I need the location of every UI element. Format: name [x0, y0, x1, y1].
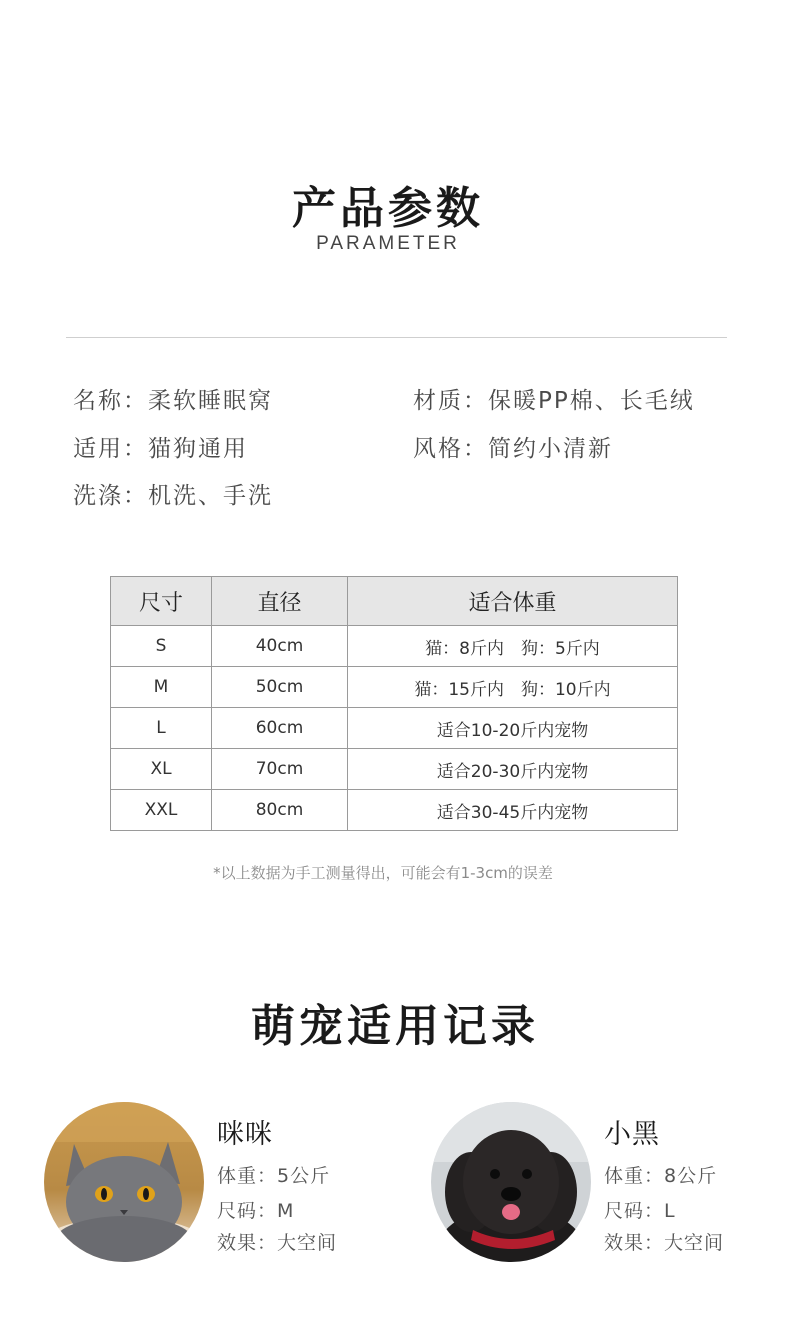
- pet-size: 尺码：M: [217, 1200, 295, 1222]
- table-row: [111, 626, 678, 667]
- param-style: 风格：简约小清新: [413, 436, 613, 462]
- param-wash: 洗涤：机洗、手洗: [73, 483, 273, 509]
- cell-size: XL: [111, 749, 212, 790]
- pet-weight: 体重：8公斤: [604, 1165, 718, 1187]
- table-row: [111, 667, 678, 708]
- cell-size: L: [111, 708, 212, 749]
- cell-size: M: [111, 667, 212, 708]
- page-subtitle: PARAMETER: [316, 233, 460, 254]
- param-usage: 适用：猫狗通用: [73, 436, 248, 462]
- pet-effect: 效果：大空间: [217, 1232, 338, 1254]
- cell-weight: 猫：8斤内 狗：5斤内: [348, 626, 678, 667]
- cat-photo: [44, 1102, 204, 1262]
- table-row: [111, 708, 678, 749]
- pet-name: 小黑: [604, 1119, 660, 1150]
- cell-weight: 适合10-20斤内宠物: [348, 708, 678, 749]
- table-row: [111, 749, 678, 790]
- measurement-note: *以上数据为手工测量得出，可能会有1-3cm的误差: [213, 864, 553, 882]
- pet-name: 咪咪: [217, 1119, 273, 1150]
- header-size: 尺寸: [111, 577, 212, 626]
- cell-size: S: [111, 626, 212, 667]
- cell-size: XXL: [111, 790, 212, 831]
- table-header-row: [111, 577, 678, 626]
- pet-weight: 体重：5公斤: [217, 1165, 331, 1187]
- param-material: 材质：保暖PP棉、长毛绒: [413, 388, 695, 414]
- table-row: [111, 790, 678, 831]
- header-diameter: 直径: [212, 577, 348, 626]
- pets-section-title: 萌宠适用记录: [251, 1001, 539, 1052]
- pet-size: 尺码：L: [604, 1200, 676, 1222]
- cell-diameter: 40cm: [212, 626, 348, 667]
- cell-weight: 适合30-45斤内宠物: [348, 790, 678, 831]
- cell-weight: 猫：15斤内 狗：10斤内: [348, 667, 678, 708]
- pet-effect: 效果：大空间: [604, 1232, 725, 1254]
- cell-diameter: 50cm: [212, 667, 348, 708]
- size-table: [110, 576, 678, 831]
- divider: [66, 337, 727, 338]
- cell-diameter: 70cm: [212, 749, 348, 790]
- page-title: 产品参数: [292, 183, 484, 234]
- dog-photo: [431, 1102, 591, 1262]
- cell-diameter: 60cm: [212, 708, 348, 749]
- param-name: 名称：柔软睡眠窝: [73, 388, 273, 414]
- cell-diameter: 80cm: [212, 790, 348, 831]
- cell-weight: 适合20-30斤内宠物: [348, 749, 678, 790]
- header-weight: 适合体重: [348, 577, 678, 626]
